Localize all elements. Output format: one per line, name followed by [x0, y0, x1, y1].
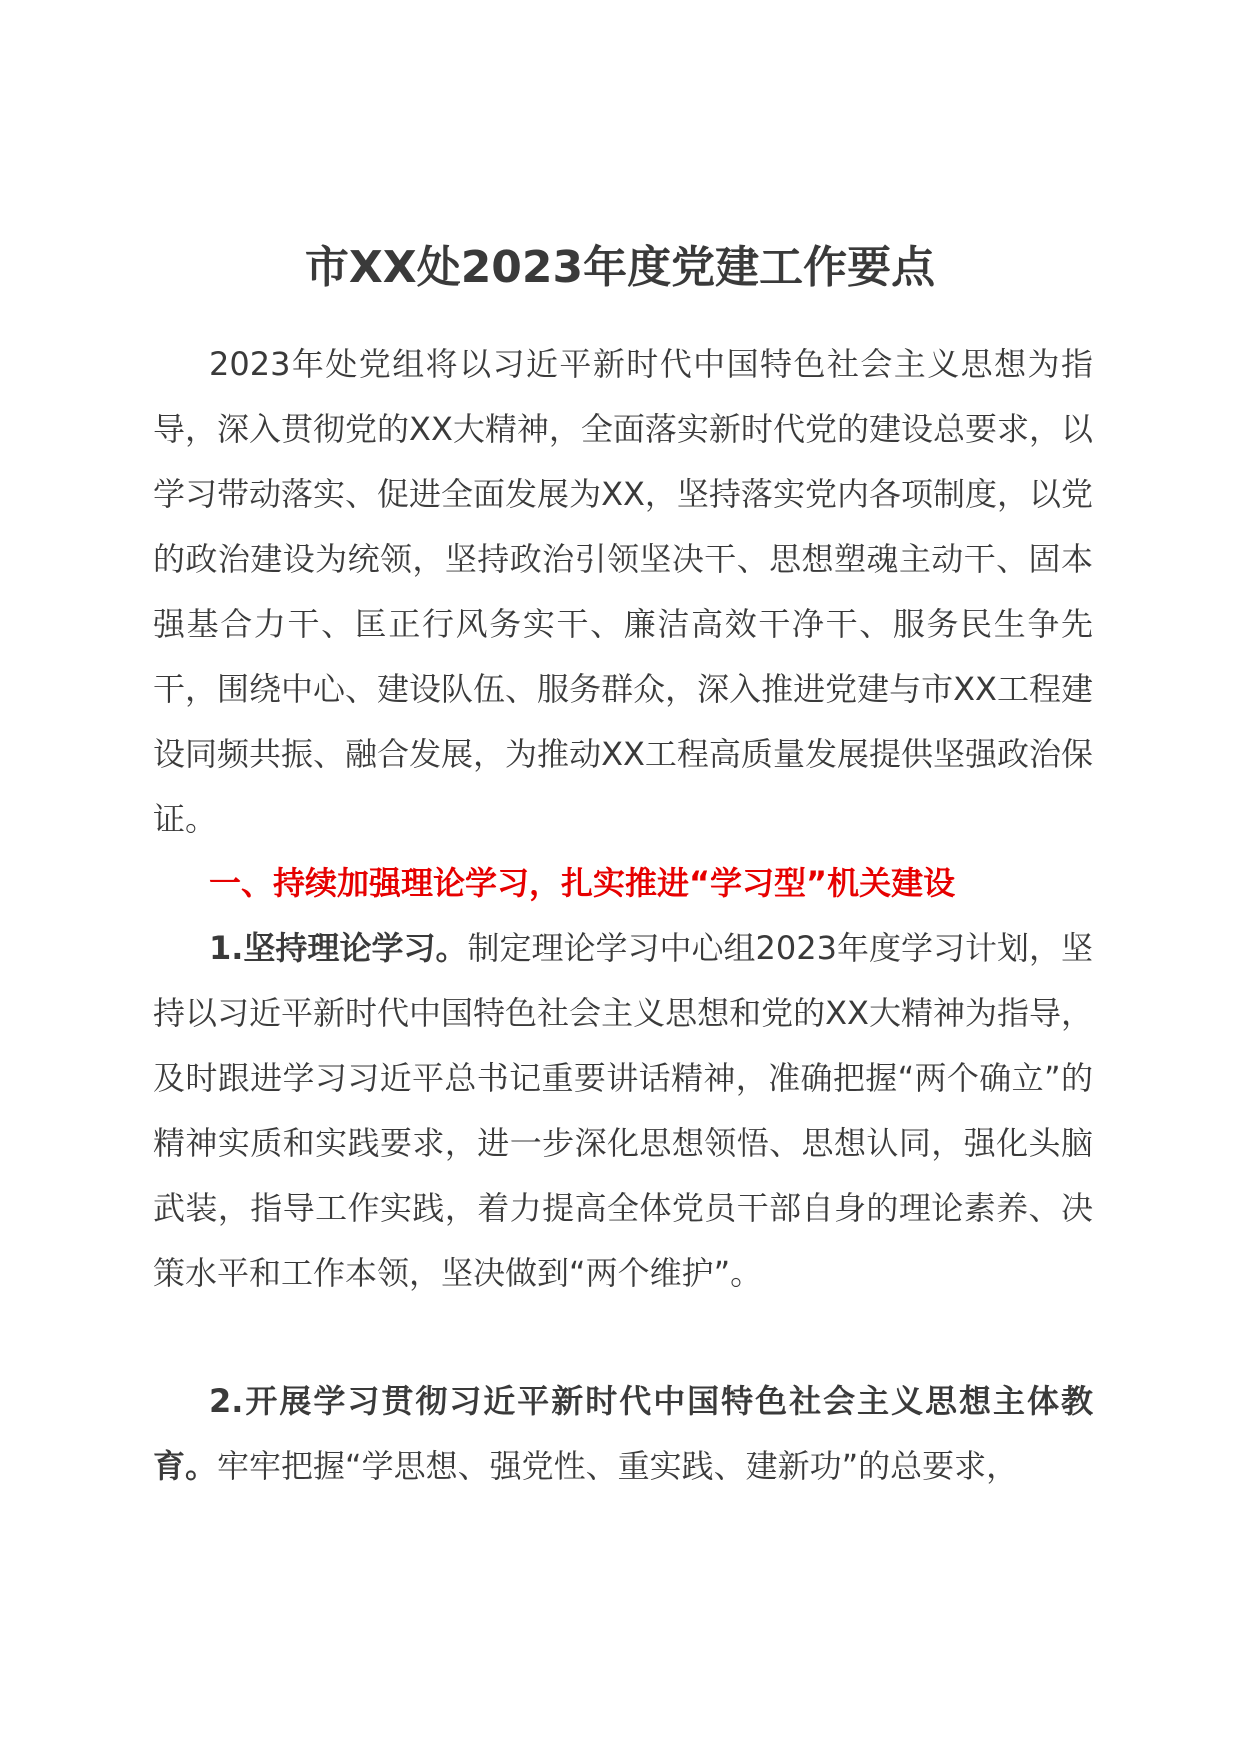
- section-heading-1: 一、持续加强理论学习，扎实推进“学习型”机关建设: [209, 864, 956, 902]
- item-2-paragraph: [153, 1369, 1093, 1499]
- item-1-lead: 1.坚持理论学习。: [209, 929, 468, 967]
- item-1-paragraph: [153, 916, 1093, 1306]
- item-2-lead: 2.开展学习贯彻习近平新时代中国特色社会主义思想主体教育。: [153, 1382, 1093, 1485]
- document-title: 市XX处2023年度党建工作要点: [304, 242, 936, 293]
- intro-paragraph: 2023年处党组将以习近平新时代中国特色社会主义思想为指导，深入贯彻党的XX大精神，全面落实新时代党的建设总要求，以学习带动落实、促进全面发展为XX，坚持落实党内各项制度，以党的政治建设为统领，坚持政治引领坚决干、思想塑魂主动干、固本强基合力干、匡正行风务实干、廉洁高效干净干、服务民生争先干，围绕中心、建设队伍、服务群众，深入推进党建与市XX工程建设同频共振、融合发展，为推动XX工程高质量发展提供坚强政治保证。: [153, 345, 1093, 838]
- item-1-text: 制定理论学习中心组2023年度学习计划，坚持以习近平新时代中国特色社会主义思想和党的XX大精神为指导，及时跟进学习习近平总书记重要讲话精神，准确把握“两个确立”的精神实质和实践要求，进一步深化思想领悟、思想认同，强化头脑武装，指导工作实践，着力提高全体党员干部自身的理论素养、决策水平和工作本领，坚决做到“两个维护”。: [153, 929, 1093, 1292]
- item-2-text: 牢牢把握“学思想、强党性、重实践、建新功”的总要求，: [217, 1447, 1019, 1485]
